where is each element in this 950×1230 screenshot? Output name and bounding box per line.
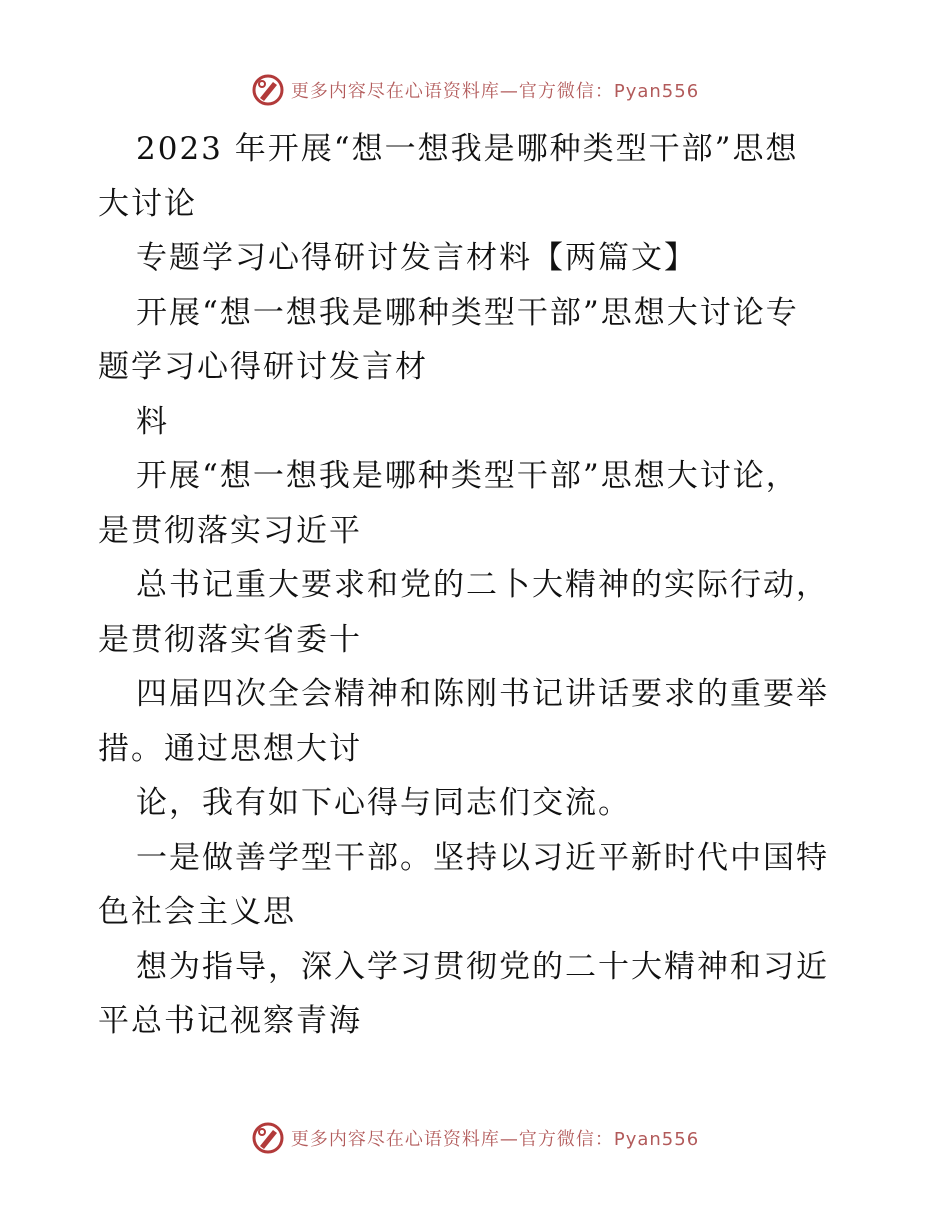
text-line: 论，我有如下心得与同志们交流。	[136, 785, 631, 821]
text-line: 开展“想一想我是哪种类型干部”思想大讨论，	[136, 458, 799, 494]
text-line: 是贯彻落实省委十	[98, 621, 362, 658]
text-line: 措。通过思想大讨	[98, 730, 362, 767]
header-banner	[0, 70, 950, 110]
text-line: 题学习心得研讨发言材	[98, 349, 428, 385]
text-line: 专题学习心得研讨发言材料【两篇文】	[136, 240, 697, 276]
text-line: 2023 年开展“想一想我是哪种类型干部”思想	[136, 131, 799, 167]
pen-logo-icon	[251, 73, 285, 107]
text-line: 四届四次全会精神和陈刚书记讲话要求的重要举	[136, 676, 829, 712]
text-line: 大讨论	[98, 185, 197, 222]
text-line: 总书记重大要求和党的二卜大精神的实际行动，	[136, 567, 829, 603]
text-line: 料	[136, 403, 169, 440]
text-line: 开展“想一想我是哪种类型干部”思想大讨论专	[136, 294, 799, 331]
footer-banner	[0, 1118, 950, 1158]
banner-text: 更多内容尽在心语资料库—官方微信：Pyan556	[290, 81, 700, 102]
document-body	[98, 122, 868, 1049]
text-line: 一是做善学型干部。坚持以习近平新时代中国特	[136, 839, 829, 876]
banner-text: 更多内容尽在心语资料库—官方微信：Pyan556	[290, 1129, 700, 1150]
text-line: 是贯彻落实习近平	[98, 512, 362, 549]
text-line: 色社会主义思	[98, 894, 296, 930]
text-line: 想为指导，深入学习贯彻党的二十大精神和习近	[136, 948, 829, 985]
text-line: 平总书记视察青海	[98, 1003, 362, 1039]
pen-logo-icon	[251, 1121, 285, 1155]
